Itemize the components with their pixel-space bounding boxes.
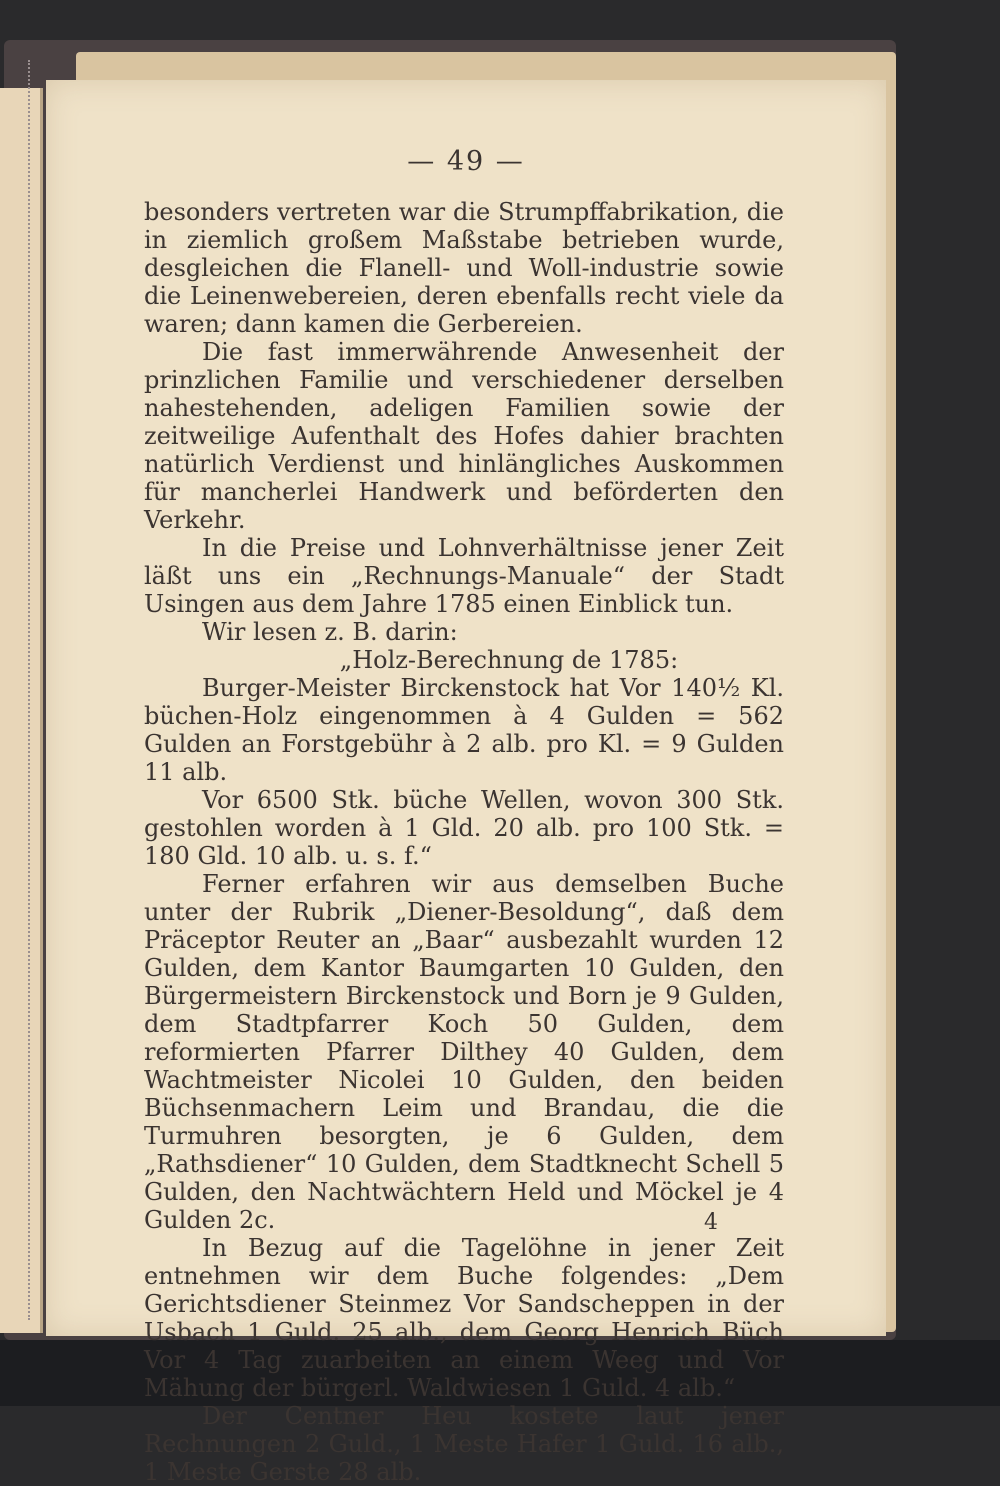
quote-bundles: Vor 6500 Stk. büche Wellen, wovon 300 Stk. gestohlen worden à 1 Gld. 20 alb. pro 100 Stk. = 180 Gld. 10 alb. u. s. f.“ (144, 786, 784, 870)
paragraph-goods: Der Centner Heu kostete laut jener Rechnungen 2 Guld., 1 Meste Hafer 1 Guld. 16 alb., 1 Meste Gerste 28 alb. (144, 1402, 784, 1486)
paragraph-wages: In Bezug auf die Tagelöhne in jener Zeit entnehmen wir dem Buche folgendes: „Dem Gerichtsdiener Steinmez Vor Sandscheppen in der Usbach 1 Guld. 25 alb., dem Georg Henrich Büch Vor 4 Tag zuarbeiten an einem Weeg und Vor Mähung der bürgerl. Waldwiesen 1 Guld. 4 alb.“ (144, 1234, 784, 1402)
page-number: — 49 — (407, 146, 525, 177)
paragraph-salaries: Ferner erfahren wir aus demselben Buche unter der Rubrik „Diener-Besoldung“, daß dem Präceptor Reuter an „Baar“ ausbezahlt wurden 12 Gulden, dem Kantor Baumgarten 10 Gulden, den Bürgermeistern Birckenstock und Born je 9 Gulden, dem Stadtpfarrer Koch 50 Gulden, dem reformierten Pfarrer Dilthey 40 Gulden, dem Wachtmeister Nicolei 10 Gulden, den beiden Büchsenmachern Leim und Brandau, die die Turmuhren besorgten, je 6 Gulden, dem „Rathsdiener“ 10 Gulden, dem Stadtknecht Schell 5 Gulden, den Nachtwächtern Held und Möckel je 4 Gulden 2c. (144, 870, 784, 1234)
signature-mark: 4 (704, 1210, 718, 1235)
book-page (46, 80, 886, 1486)
paragraph-trades: besonders vertreten war die Strumpffabrikation, die in ziemlich großem Maßstabe betrieben wurde, desgleichen die Flanell- und Woll-industrie sowie die Leinenwebereien, deren ebenfalls recht viele da waren; dann kamen die Gerbereien. (144, 198, 784, 338)
paragraph-prices: In die Preise und Lohnverhältnisse jener Zeit läßt uns ein „Rechnungs-Manuale“ der Stadt Usingen aus dem Jahre 1785 einen Einblick tun. (144, 534, 784, 618)
paragraph-court: Die fast immerwährende Anwesenheit der prinzlichen Familie und verschiedener derselben nahestehenden, adeligen Familien sowie der zeitweilige Aufenthalt des Hofes dahier brachten natürlich Verdienst und hinlängliches Auskommen für mancherlei Handwerk und beförderten den Verkehr. (144, 338, 784, 534)
quote-heading: „Holz-Berechnung de 1785: (339, 646, 679, 674)
page-text (144, 198, 784, 1486)
book-spine-stitching (28, 60, 46, 1320)
paragraph-reading: Wir lesen z. B. darin: (202, 618, 458, 646)
quote-wood: Burger-Meister Birckenstock hat Vor 140½ Kl. büchen-Holz eingenommen à 4 Gulden = 562 Gulden an Forstgebühr à 2 alb. pro Kl. = 9 Gulden 11 alb. (144, 674, 784, 786)
